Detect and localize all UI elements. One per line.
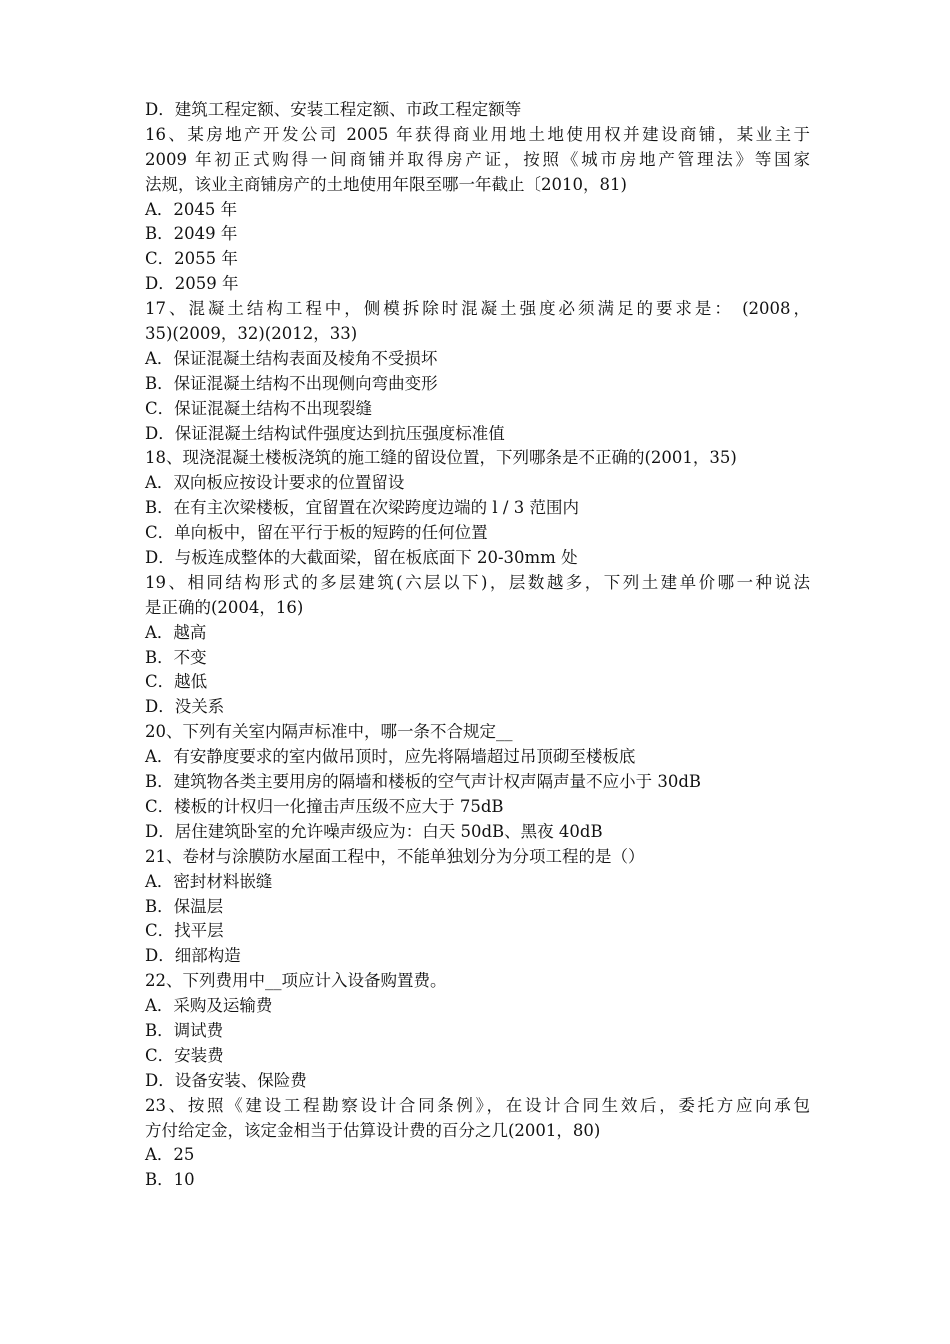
text-line: D．没关系	[145, 697, 225, 717]
text-line: A．越高	[145, 622, 207, 642]
text-line: 17、混凝土结构工程中，侧模拆除时混凝土强度必须满足的要求是： (2008，	[145, 299, 810, 319]
text-line: C．楼板的计权归一化撞击声压级不应大于 75dB	[145, 796, 504, 816]
text-line: A．双向板应按设计要求的位置留设	[145, 473, 405, 493]
text-line: D．建筑工程定额、安装工程定额、市政工程定额等	[145, 100, 522, 119]
text-line: B．不变	[145, 647, 207, 667]
text-line: C．越低	[145, 672, 208, 692]
text-line: 23、按照《建设工程勘察设计合同条例》，在设计合同生效后，委托方应向承包	[145, 1095, 810, 1115]
text-line: A．保证混凝土结构表面及棱角不受损坏	[145, 348, 438, 368]
text-line: C．2055 年	[145, 249, 238, 269]
text-line: A．密封材料嵌缝	[145, 871, 273, 891]
text-line: 35)(2009，32)(2012，33)	[145, 324, 358, 344]
text-line: 2009 年初正式购得一间商铺并取得房产证，按照《城市房地产管理法》等国家	[145, 149, 810, 169]
text-line: 20、下列有关室内隔声标准中，哪一条不合规定__	[145, 722, 513, 742]
text-line: D．保证混凝土结构试件强度达到抗压强度标准值	[145, 423, 505, 443]
text-line: 21、卷材与涂膜防水屋面工程中，不能单独划分为分项工程的是（）	[145, 846, 645, 866]
text-line: B．在有主次梁楼板，宜留置在次梁跨度边端的 l / 3 范围内	[145, 498, 579, 518]
text-line: D．细部构造	[145, 946, 241, 966]
text-line: A．有安静度要求的室内做吊顶时，应先将隔墙超过吊顶砌至楼板底	[145, 747, 636, 767]
text-line: A．采购及运输费	[145, 996, 273, 1016]
text-line: D．2059 年	[145, 274, 239, 294]
text-line: D．居住建筑卧室的允许噪声级应为：白天 50dB、黑夜 40dB	[145, 821, 603, 841]
text-line: B．2049 年	[145, 224, 238, 244]
text-line: 方付给定金，该定金相当于估算设计费的百分之几(2001，80)	[145, 1120, 601, 1140]
text-line: C．单向板中，留在平行于板的短跨的任何位置	[145, 523, 488, 543]
text-line: B．保温层	[145, 896, 224, 916]
text-line: B．调试费	[145, 1020, 224, 1040]
text-line: 18、现浇混凝土楼板浇筑的施工缝的留设位置，下列哪条是不正确的(2001，35)	[145, 448, 737, 468]
document-page	[145, 98, 810, 1193]
text-line: 是正确的(2004，16)	[145, 597, 304, 617]
text-line: C．保证混凝土结构不出现裂缝	[145, 398, 373, 418]
text-line: D．设备安装、保险费	[145, 1070, 307, 1090]
text-line: A．2045 年	[145, 199, 238, 219]
text-line: 22、下列费用中__项应计入设备购置费。	[145, 971, 447, 991]
text-line: 19、相同结构形式的多层建筑(六层以下)，层数越多，下列土建单价哪一种说法	[145, 572, 810, 592]
text-line: A．25	[145, 1145, 195, 1165]
text-line: B．10	[145, 1170, 195, 1190]
text-line: D．与板连成整体的大截面梁，留在板底面下 20-30mm 处	[145, 548, 578, 568]
text-line: C．找平层	[145, 921, 224, 941]
text-line: B．建筑物各类主要用房的隔墙和楼板的空气声计权声隔声量不应小于 30dB	[145, 772, 702, 792]
text-line: B．保证混凝土结构不出现侧向弯曲变形	[145, 373, 438, 393]
text-line: 法规，该业主商铺房产的土地使用年限至哪一年截止〔2010，81)	[145, 174, 627, 194]
text-line: 16、某房地产开发公司 2005 年获得商业用地土地使用权并建设商铺，某业主于	[145, 124, 810, 144]
text-line: C．安装费	[145, 1045, 224, 1065]
